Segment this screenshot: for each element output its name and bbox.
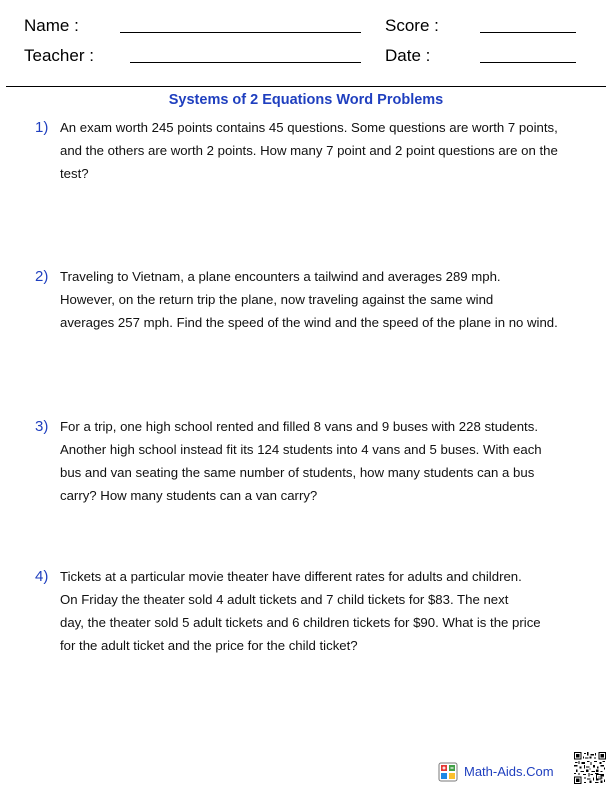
problem-text — [60, 565, 600, 657]
problem-line: Traveling to Vietnam, a plane encounters a tailwind and averages 289 mph. — [60, 269, 501, 284]
problem-line: averages 257 mph. Find the speed of the wind and the speed of the plane in no wind. — [60, 315, 558, 330]
score-label: Score : — [385, 16, 439, 35]
worksheet-title: Systems of 2 Equations Word Problems — [168, 92, 444, 108]
problem-line: Tickets at a particular movie theater have different rates for adults and children. — [60, 569, 522, 584]
problem-line: On Friday the theater sold 4 adult tickets and 7 child tickets for $83. The next — [60, 592, 509, 607]
problem-number: 2) — [35, 268, 49, 285]
calculator-icon — [438, 762, 458, 782]
problem-line: day, the theater sold 5 adult tickets and 6 children tickets for $90. What is the price — [60, 615, 541, 630]
name-label: Name : — [24, 16, 79, 35]
problem-number: 4) — [35, 568, 49, 585]
problem-text — [60, 116, 600, 185]
teacher-label: Teacher : — [24, 46, 94, 65]
problem-line: for the adult ticket and the price for the child ticket? — [60, 638, 358, 653]
problem-line: carry? How many students can a van carry? — [60, 488, 318, 503]
problem-number: 1) — [35, 119, 49, 136]
qr-code-icon — [574, 752, 606, 784]
date-label: Date : — [385, 46, 431, 65]
problem-number: 3) — [35, 418, 49, 435]
brand-text: Math-Aids.Com — [464, 764, 554, 779]
problem-text — [60, 265, 600, 334]
name-line — [120, 32, 361, 33]
date-line — [480, 62, 576, 63]
problem-line: For a trip, one high school rented and filled 8 vans and 9 buses with 228 students. — [60, 419, 538, 434]
score-line — [480, 32, 576, 33]
teacher-line — [130, 62, 361, 63]
problem-line: test? — [60, 166, 89, 181]
problem-line: However, on the return trip the plane, now traveling against the same wind — [60, 292, 494, 307]
problem-line: An exam worth 245 points contains 45 questions. Some questions are worth 7 points, — [60, 120, 558, 135]
problem-text — [60, 415, 600, 507]
header-separator — [6, 86, 606, 87]
problem-line: and the others are worth 2 points. How many 7 point and 2 point questions are on the — [60, 143, 558, 158]
problem-line: bus and van seating the same number of students, how many students can a bus — [60, 465, 535, 480]
problem-line: Another high school instead fit its 124 students into 4 vans and 5 buses. With each — [60, 442, 542, 457]
